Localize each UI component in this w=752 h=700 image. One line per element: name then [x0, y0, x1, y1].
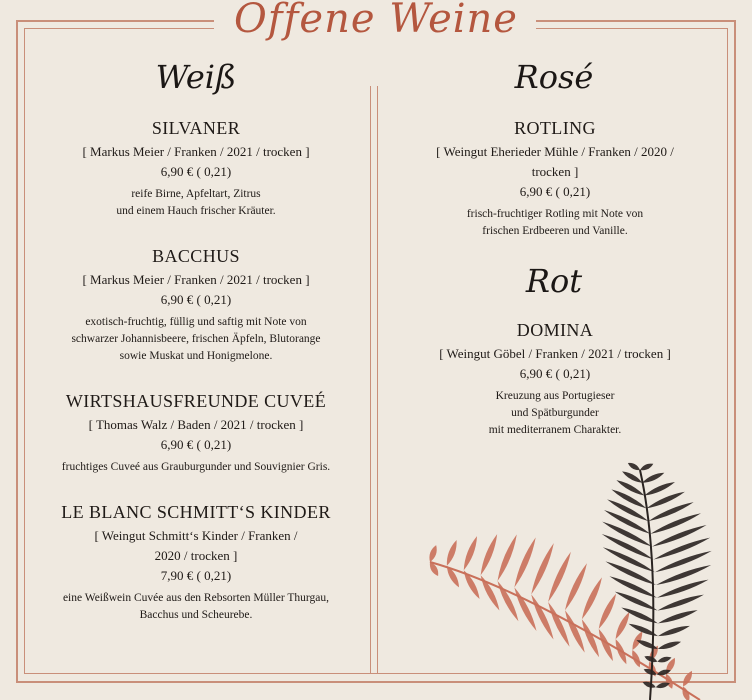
wine-description-line: fruchtiges Cuveé aus Grauburgunder und Souvignier Gris. — [61, 461, 331, 473]
wine-description-line: frischen Erdbeeren und Vanille. — [482, 225, 628, 237]
wine-name: DOMINA — [516, 320, 594, 340]
wine-description-line: mit mediterranem Charakter. — [488, 424, 622, 436]
wine-price: 6,90 € ( 0,21) — [519, 184, 591, 199]
wine-description-line: und Spätburgunder — [511, 407, 599, 419]
wine-description-line: und einem Hauch frischer Kräuter. — [116, 205, 276, 217]
wine-description-line: Kreuzung aus Portugieser — [495, 390, 615, 402]
heading-rose-wine: Rosé — [514, 58, 594, 96]
wine-description-line: frisch-fruchtiger Rotling mit Note von — [466, 208, 644, 220]
wine-description-line: Bacchus und Scheurebe. — [139, 609, 253, 621]
wine-name: BACCHUS — [152, 246, 240, 266]
heading-red-wine: Rot — [525, 262, 583, 300]
wine-price: 7,90 € ( 0,21) — [160, 568, 232, 583]
wine-price: 6,90 € ( 0,21) — [519, 366, 591, 381]
wine-origin: trocken ] — [531, 164, 579, 179]
wine-name: SILVANER — [151, 118, 241, 138]
wine-origin: [ Markus Meier / Franken / 2021 / trocken ] — [82, 144, 310, 159]
wine-origin: 2020 / trocken ] — [154, 548, 238, 563]
wine-description-line: sowie Muskat und Honigmelone. — [119, 350, 273, 362]
wine-price: 6,90 € ( 0,21) — [160, 437, 232, 452]
wine-price: 6,90 € ( 0,21) — [160, 292, 232, 307]
wine-description-line: schwarzer Johannisbeere, frischen Äpfeln, Blutorange — [71, 333, 321, 345]
black-fern-icon — [601, 461, 713, 700]
menu-title: Offene Weine — [234, 0, 518, 42]
wine-name: LE BLANC SCHMITT‘S KINDER — [61, 502, 331, 522]
wine-origin: [ Markus Meier / Franken / 2021 / trocken ] — [82, 272, 310, 287]
wine-price: 6,90 € ( 0,21) — [160, 164, 232, 179]
wine-description-line: exotisch-fruchtig, füllig und saftig mit Note von — [85, 316, 307, 328]
wine-name: ROTLING — [514, 118, 596, 138]
wine-description-line: eine Weißwein Cuvée aus den Rebsorten Müller Thurgau, — [62, 592, 330, 604]
wine-origin: [ Thomas Walz / Baden / 2021 / trocken ] — [88, 417, 304, 432]
wine-origin: [ Weingut Göbel / Franken / 2021 / trocken ] — [439, 346, 671, 361]
heading-white-wine: Weiß — [155, 58, 237, 96]
wine-origin: [ Weingut Eherieder Mühle / Franken / 2020 / — [436, 144, 674, 159]
wine-name: WIRTSHAUSFREUNDE CUVEÉ — [65, 391, 327, 411]
wine-origin: [ Weingut Schmitt‘s Kinder / Franken / — [94, 528, 298, 543]
wine-description-line: reife Birne, Apfeltart, Zitrus — [131, 188, 261, 200]
